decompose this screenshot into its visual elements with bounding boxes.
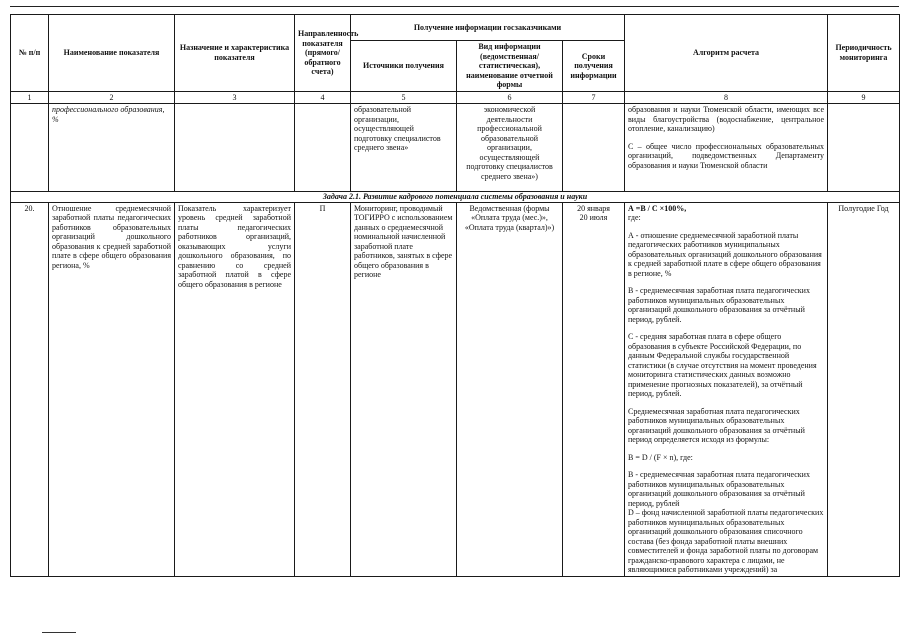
cell-terms — [563, 104, 625, 192]
cell-direction: П — [295, 202, 351, 576]
cell-num — [11, 104, 49, 192]
indicators-table — [10, 14, 900, 577]
cell-algorithm — [625, 202, 828, 576]
algorithm-paragraph: D – фонд начисленной заработной платы педагогических работников муниципальных образовательных организаций дошкольного образования списочного состава (без фонда заработной платы внешних совместителей и фонда заработной платы по договорам гражданско-правового характера с лицами, не являющимися работниками учреждений) за — [628, 508, 824, 574]
header-row-1 — [11, 15, 900, 41]
header-purpose: Назначение и характеристика показателя — [175, 15, 295, 92]
algorithm-paragraph: образования и науки Тюменской области, имеющих все виды благоустройства (водоснабжение, центральное отопление, канализацию) — [628, 105, 824, 133]
algorithm-paragraph: С – общее число профессиональных образовательных организаций, подведомственных Департаменту образования и науки Тюменской области — [628, 141, 824, 170]
column-number: 2 — [49, 91, 175, 104]
task-heading: Задача 2.1. Развитие кадрового потенциала системы образования и науки — [11, 192, 900, 203]
column-number: 5 — [351, 91, 457, 104]
algorithm-paragraph: Среднемесячная заработная плата педагогических работников муниципальных образовательных организаций дошкольного образования за отчётный период определяется исходя из формулы: — [628, 406, 805, 444]
cell-sources: Мониторинг, проводимый ТОГИРРО с использованием данных о среднемесячной номинальной начисленной заработной плате работников, занятых в сфере общего образования в регионе — [351, 202, 457, 576]
column-number: 6 — [457, 91, 563, 104]
cell-name: Отношение среднемесячной заработной платы педагогических работников образовательных организаций дошкольного образования к средней заработной плате в сфере общего образования региона, % — [49, 202, 175, 576]
column-number: 8 — [625, 91, 828, 104]
top-rule — [10, 6, 899, 7]
formula-where: где: — [628, 213, 641, 222]
cell-period: Полугодие Год — [828, 202, 900, 576]
cell-algorithm — [625, 104, 828, 192]
header-period: Периодичность мониторинга — [828, 15, 900, 92]
table-row-20 — [11, 202, 900, 576]
column-number: 3 — [175, 91, 295, 104]
term-date: 20 января — [577, 203, 610, 213]
cell-period — [828, 104, 900, 192]
column-number: 1 — [11, 91, 49, 104]
task-row — [11, 192, 900, 203]
algorithm-paragraph: В - среднемесячная заработная плата педагогических работников муниципальных образовательных организаций дошкольного образования за отчётный период, рублей — [628, 470, 810, 508]
cell-terms — [563, 202, 625, 576]
footer-rule — [42, 632, 76, 633]
header-name: Наименование показателя — [49, 15, 175, 92]
cell-name: профессионального образования, % — [49, 104, 175, 192]
cell-direction — [295, 104, 351, 192]
column-number-row — [11, 91, 900, 104]
cell-purpose — [175, 104, 295, 192]
header-algorithm: Алгоритм расчета — [625, 15, 828, 92]
header-info-type: Вид информации (ведомственная/ статистическая), наименование отчетной формы — [457, 41, 563, 92]
cell-info-type: экономической деятельности профессиональной образовательной организации, осуществляющей подготовку специалистов среднего звена») — [457, 104, 563, 192]
algorithm-paragraph: В - среднемесячная заработная плата педагогических работников муниципальных образовательных организаций дошкольного образования за отчётный период, рублей. — [628, 286, 810, 324]
algorithm-paragraph: А - отношение среднемесячной заработной платы педагогических работников муниципальных образовательных организаций дошкольного образования к средней заработной плате в сфере общего образования в регионе, % — [628, 230, 822, 278]
header-num: № п/п — [11, 15, 49, 92]
header-direction: Направленность показателя (прямого/обратного счета) — [295, 15, 351, 92]
cell-purpose: Показатель характеризует уровень средней заработной платы педагогических работников организаций, оказывающих услуги дошкольного образования, по сравнению со средней заработной платой в сфере общего образования в регионе — [175, 202, 295, 576]
header-terms: Сроки получения информации — [563, 41, 625, 92]
term-date: 20 июля — [579, 213, 608, 222]
cell-info-type: Ведомственная (формы «Оплата труда (мес.)», «Оплата труда (квартал)») — [457, 202, 563, 576]
algorithm-paragraph: С - средняя заработная плата в сфере общего образования в субъекте Российской Федерации, по данным Федеральной службы государственной статистики (в случае отсутствия на момент проведения мониторинга статистических данных возможно применение прогнозных показателей), за отчётный период, рублей. — [628, 332, 817, 398]
header-sources: Источники получения — [351, 41, 457, 92]
column-number: 9 — [828, 91, 900, 104]
formula-secondary: B = D / (F × n), где: — [628, 452, 693, 462]
table-row-continuation — [11, 104, 900, 192]
column-number: 7 — [563, 91, 625, 104]
cell-num: 20. — [11, 202, 49, 576]
formula-main: А =В / С ×100%, — [628, 203, 687, 213]
cell-sources: образовательной организации, осуществляющей подготовку специалистов среднего звена» — [351, 104, 457, 192]
header-info-group: Получение информации госзаказчиками — [351, 15, 625, 41]
column-number: 4 — [295, 91, 351, 104]
